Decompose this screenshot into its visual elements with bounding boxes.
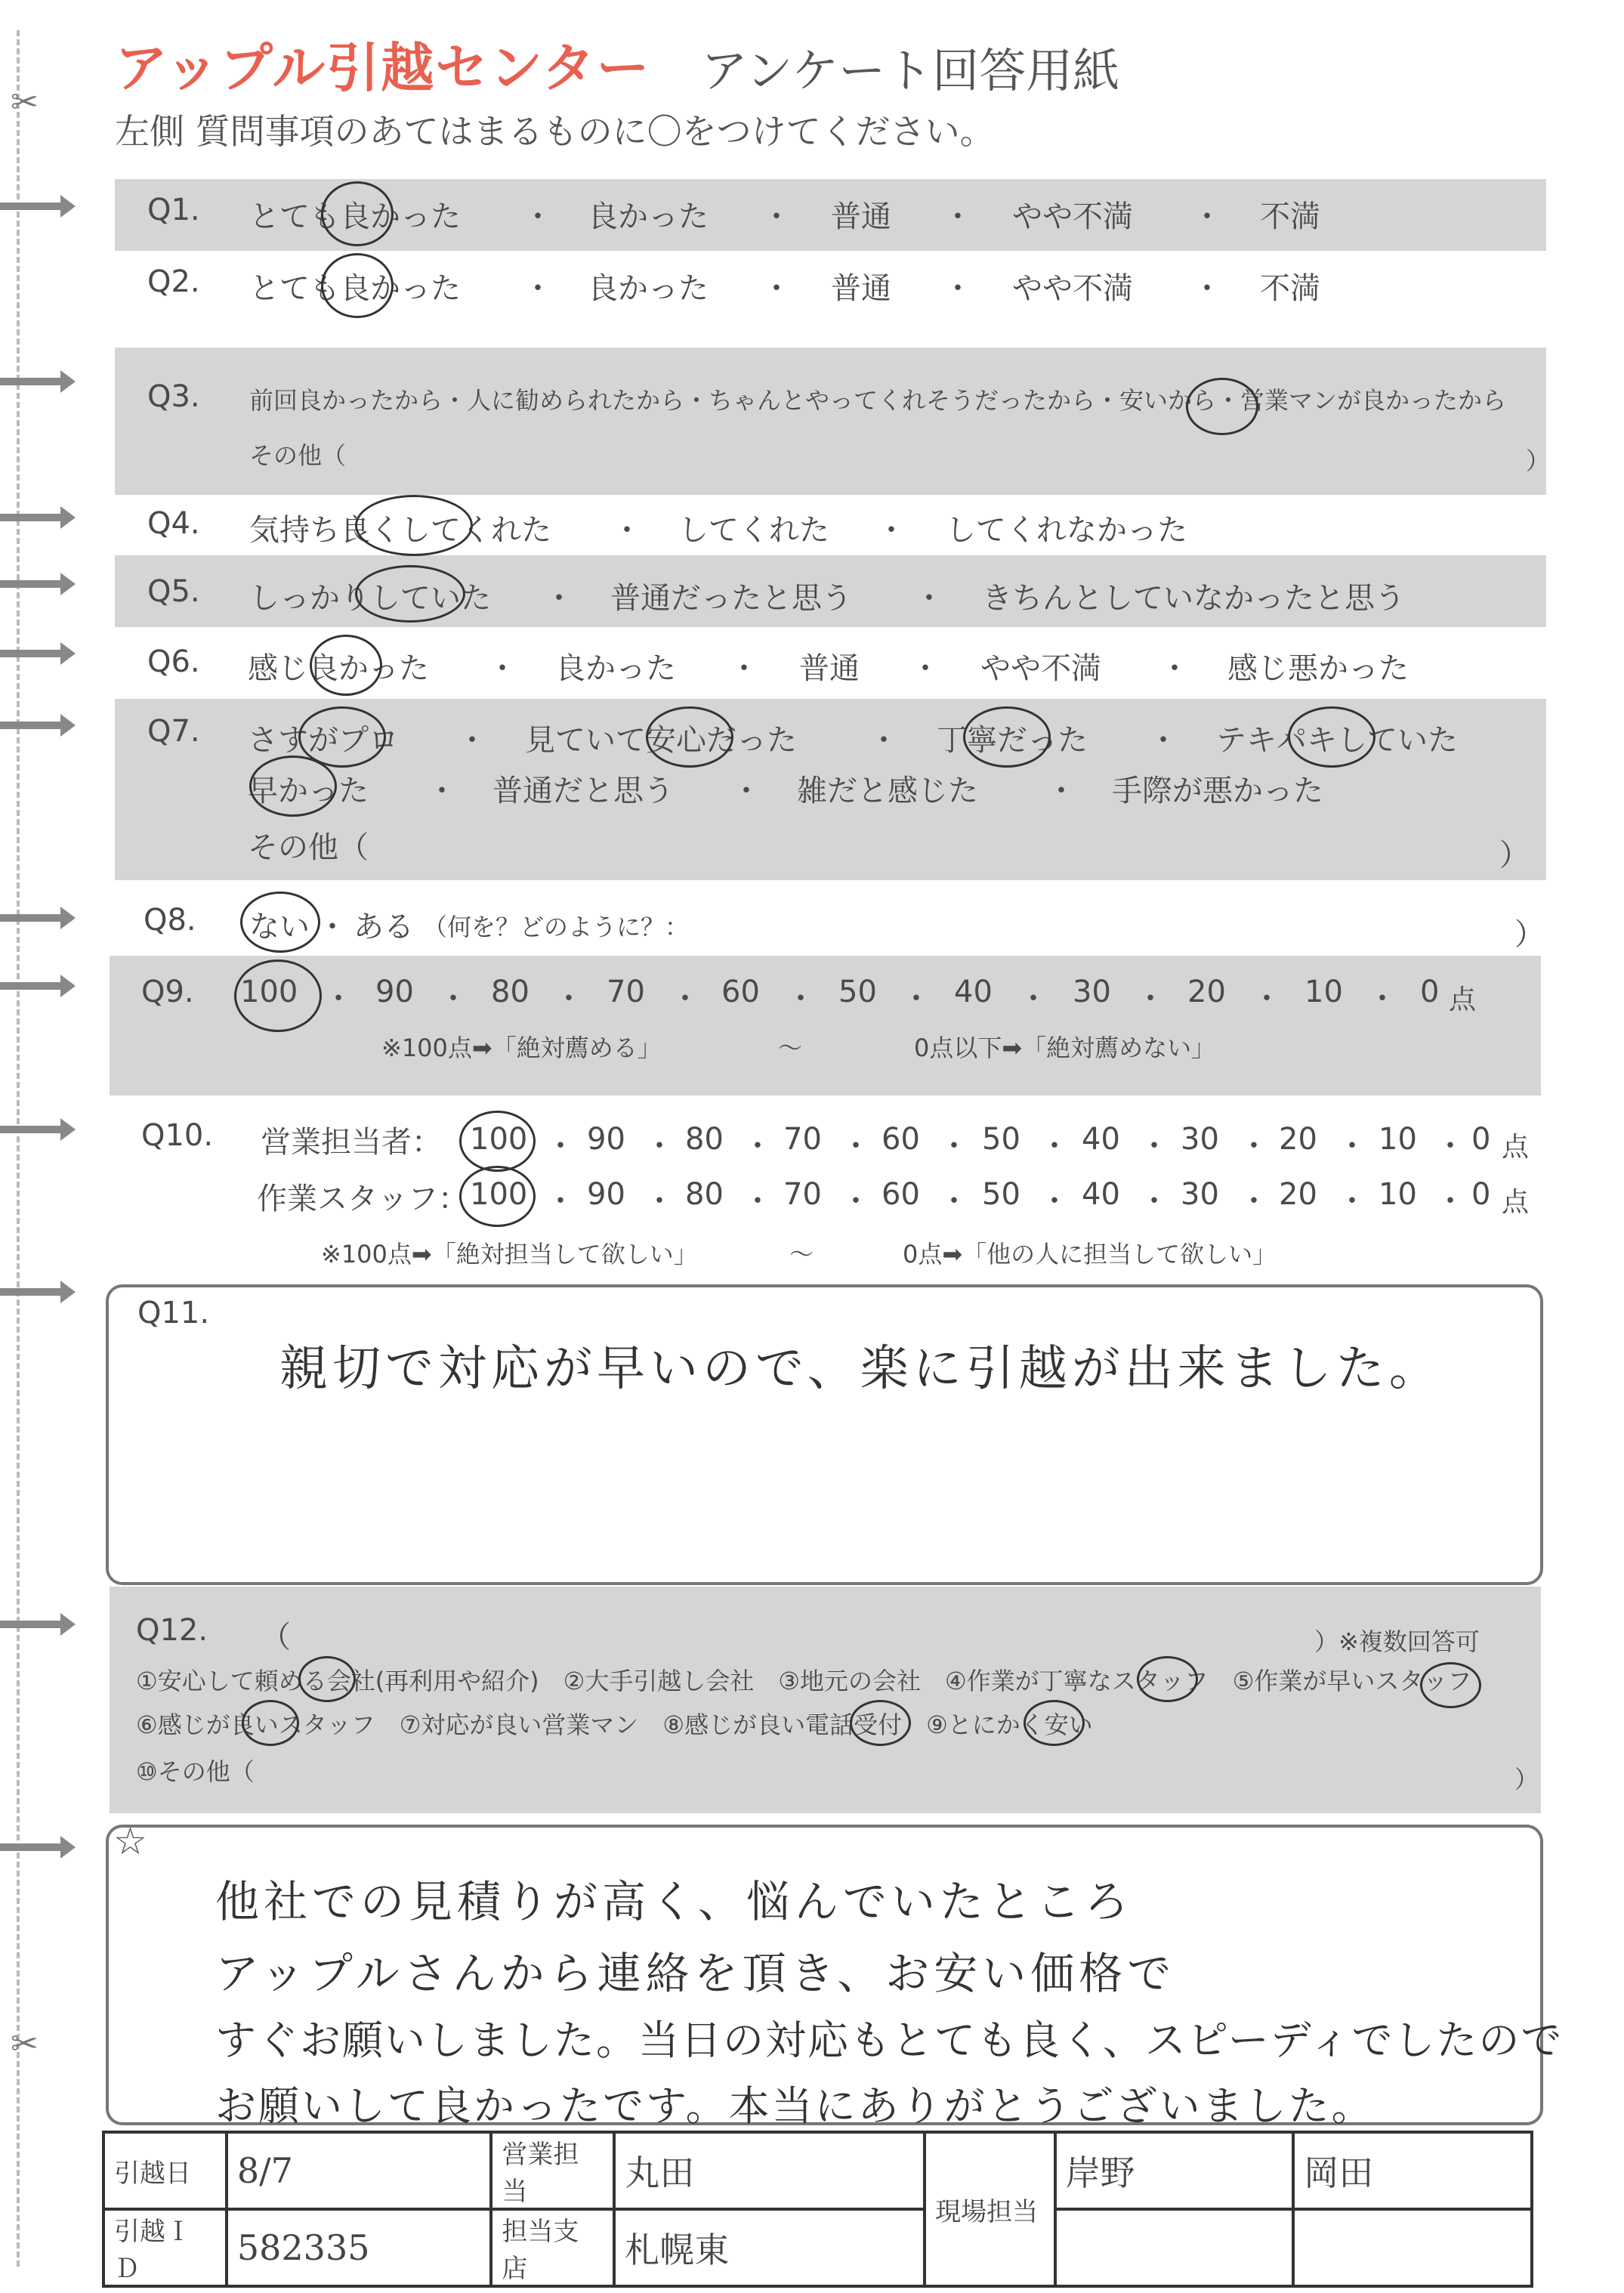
company-title: アップル引越センター — [115, 37, 651, 99]
q10-staff-score[interactable]: 70 — [783, 1177, 822, 1212]
separator: ・ — [731, 774, 761, 808]
q8-label: Q8. — [144, 903, 196, 938]
q7-option[interactable]: さすがプロ — [248, 723, 399, 758]
answer-circle — [234, 960, 322, 1032]
q7-option[interactable]: テキパキしていた — [1216, 723, 1458, 758]
q10-sales-score[interactable]: 60 — [881, 1122, 920, 1157]
q3-other[interactable]: その他（ — [249, 441, 347, 470]
separator: ・ — [901, 981, 931, 1016]
answer-circle — [646, 706, 733, 768]
q9-score[interactable]: 40 — [954, 975, 993, 1009]
q10-staff-score[interactable]: 0 — [1471, 1177, 1491, 1212]
q5-option[interactable]: きちんとしていなかったと思う — [982, 581, 1405, 616]
separator: ・ — [1337, 1129, 1367, 1163]
q8-option[interactable]: ない — [249, 910, 310, 944]
answer-circle — [321, 181, 394, 246]
q5-option[interactable]: 普通だったと思う — [610, 581, 852, 616]
q10-sales-score[interactable]: 80 — [685, 1122, 724, 1157]
answer-circle — [850, 1700, 911, 1746]
q10-sales-score[interactable]: 40 — [1082, 1122, 1120, 1157]
site-staff-1[interactable]: 岸野 — [1055, 2132, 1294, 2209]
q9-unit: 点 — [1449, 984, 1477, 1015]
separator: ・ — [1337, 1184, 1367, 1219]
separator: ・ — [1139, 1184, 1169, 1219]
separator: ・ — [841, 1129, 871, 1163]
q6-option[interactable]: 普通 — [799, 651, 860, 686]
sales-label: 営業担当 — [491, 2132, 614, 2209]
q10-staff-score[interactable]: 50 — [982, 1177, 1020, 1212]
q10-staff-score[interactable]: 20 — [1279, 1177, 1317, 1212]
sales-value[interactable]: 丸田 — [614, 2132, 925, 2209]
separator: ・ — [1139, 1129, 1169, 1163]
q7-other-close: ） — [1499, 838, 1530, 873]
q10-sales-score[interactable]: 0 — [1471, 1122, 1491, 1157]
q7-option[interactable]: 手際が悪かった — [1112, 774, 1323, 808]
answer-circle — [310, 635, 382, 696]
q9-score[interactable]: 30 — [1073, 975, 1111, 1009]
q12-line1[interactable]: ①安心して頼める会社(再利用や紹介) ②大手引越し会社 ③地元の会社 ④作業が丁寧なスタッフ ⑤作業が早いスタッフ — [136, 1667, 1472, 1695]
q10-note-left: ※100点➡「絶対担当して欲しい」 — [321, 1240, 698, 1269]
separator: ・ — [841, 1184, 871, 1219]
separator: ・ — [545, 1129, 576, 1163]
q8-detail[interactable]: （何を？どのように？： — [423, 913, 690, 941]
row-arrow-icon — [0, 370, 76, 393]
q3-label: Q3. — [147, 379, 200, 414]
q4-option[interactable]: 気持ち良くしてくれた — [249, 513, 551, 548]
q10-sales-score[interactable]: 100 — [470, 1122, 528, 1157]
q9-note-mid: 〜 — [778, 1034, 803, 1062]
q3-options[interactable]: 前回良かったから・人に勧められたから・ちゃんとやってくれそうだったから・安いから・営業マンが良かったから — [249, 386, 1507, 415]
separator: ・ — [1159, 651, 1190, 686]
q1-option[interactable]: とても良かった — [249, 199, 461, 234]
q8-detail-close: ） — [1514, 917, 1545, 952]
q4-label: Q4. — [147, 506, 200, 541]
answer-circle — [1288, 706, 1375, 768]
separator: ・ — [743, 1129, 773, 1163]
row-arrow-icon — [0, 195, 76, 218]
separator: ・ — [743, 1184, 773, 1219]
separator: ・ — [1192, 271, 1222, 306]
q10-staff-label: 作業スタッフ： — [257, 1182, 468, 1216]
separator: ・ — [761, 199, 792, 234]
q9-score[interactable]: 50 — [838, 975, 877, 1009]
q9-score[interactable]: 90 — [375, 975, 414, 1009]
q10-staff-score[interactable]: 40 — [1082, 1177, 1120, 1212]
separator: ・ — [939, 1184, 969, 1219]
q10-staff-score[interactable]: 10 — [1379, 1177, 1417, 1212]
answer-circle — [355, 495, 473, 556]
separator: ・ — [914, 581, 944, 616]
answer-circle — [249, 756, 337, 817]
q2-option[interactable]: 良かった — [588, 271, 709, 306]
q10-sales-score[interactable]: 70 — [783, 1122, 822, 1157]
q6-option[interactable]: 感じ悪かった — [1227, 651, 1409, 686]
q2-option[interactable]: やや不満 — [1012, 271, 1133, 306]
separator: ・ — [323, 981, 354, 1016]
office-use-table — [102, 2131, 1533, 2288]
q1-option[interactable]: 普通 — [831, 199, 891, 234]
move-id-value[interactable]: 582335 — [227, 2209, 492, 2286]
answer-circle — [1023, 1700, 1085, 1746]
q7-label: Q7. — [147, 714, 200, 749]
scissors-icon: ✂ — [11, 83, 39, 122]
separator: ・ — [612, 513, 642, 548]
separator: ・ — [644, 1184, 675, 1219]
separator: ・ — [1435, 1184, 1465, 1219]
branch-value[interactable]: 札幌東 — [614, 2209, 925, 2286]
row-arrow-icon — [0, 714, 76, 737]
answer-circle — [242, 1700, 299, 1746]
q9-label: Q9. — [141, 975, 194, 1009]
separator: ・ — [943, 199, 973, 234]
q9-score[interactable]: 80 — [491, 975, 529, 1009]
q7-option[interactable]: 見ていて安心だった — [525, 723, 797, 758]
q10-sales-score[interactable]: 20 — [1279, 1122, 1317, 1157]
q4-option[interactable]: してくれなかった — [946, 513, 1187, 548]
q1-label: Q1. — [147, 193, 200, 227]
form-subtitle: アンケート回答用紙 — [701, 43, 1120, 98]
q10-staff-score[interactable]: 30 — [1181, 1177, 1219, 1212]
q2-option[interactable]: 不満 — [1260, 271, 1320, 306]
answer-circle — [1137, 1656, 1198, 1702]
separator: ・ — [1039, 1129, 1070, 1163]
answer-circle — [240, 892, 320, 953]
q5-option[interactable]: しっかりしていた — [249, 581, 491, 616]
q10-sales-score[interactable]: 30 — [1181, 1122, 1219, 1157]
q6-option[interactable]: 感じ良かった — [248, 651, 429, 686]
q9-score[interactable]: 0 — [1420, 975, 1440, 1009]
answer-circle — [1186, 378, 1258, 435]
separator: ・ — [544, 581, 574, 616]
separator: ・ — [1435, 1129, 1465, 1163]
q10-unit: 点 — [1502, 1132, 1530, 1163]
q2-label: Q2. — [147, 264, 200, 299]
row-arrow-icon — [0, 975, 76, 997]
row-arrow-icon — [0, 907, 76, 929]
form-instruction: 左側 質問事項のあてはまるものに〇をつけてください。 — [115, 111, 995, 152]
q6-label: Q6. — [147, 644, 200, 679]
q5-label: Q5. — [147, 574, 200, 609]
cut-line — [17, 30, 20, 2267]
separator: ・ — [1046, 774, 1076, 808]
q2-option[interactable]: 普通 — [831, 271, 891, 306]
q7-option[interactable]: 雑だと感じた — [797, 774, 978, 808]
site-staff-3[interactable] — [1055, 2209, 1294, 2286]
q9-note-left: ※100点➡「絶対薦める」 — [381, 1034, 662, 1062]
q9-score[interactable]: 70 — [607, 975, 645, 1009]
separator: ・ — [1192, 199, 1222, 234]
q1-option[interactable]: やや不満 — [1012, 199, 1133, 234]
answer-circle — [321, 253, 394, 318]
separator: ・ — [869, 723, 899, 758]
q11-answer-handwriting: 親切で対応が早いので、楽に引越が出来ました。 — [279, 1341, 1442, 1397]
separator: ・ — [876, 513, 906, 548]
answer-circle — [298, 1656, 356, 1702]
row-arrow-icon — [0, 1118, 76, 1141]
separator: ・ — [729, 651, 759, 686]
q7-option[interactable]: 早かった — [248, 774, 369, 808]
separator: ・ — [554, 981, 584, 1016]
q10-unit: 点 — [1502, 1187, 1530, 1218]
band-q3 — [115, 348, 1546, 495]
q12-open: （ — [261, 1620, 291, 1655]
q4-option[interactable]: してくれた — [678, 513, 829, 548]
q6-option[interactable]: やや不満 — [980, 651, 1101, 686]
q10-label: Q10. — [141, 1118, 214, 1153]
move-date-value[interactable]: 8/7 — [227, 2132, 492, 2209]
answer-circle — [355, 565, 465, 623]
q10-staff-score[interactable]: 80 — [685, 1177, 724, 1212]
move-date-label: 引越日 — [103, 2132, 227, 2209]
row-arrow-icon — [0, 1281, 76, 1303]
separator: ・ — [1252, 981, 1282, 1016]
q10-staff-score[interactable]: 90 — [587, 1177, 625, 1212]
separator: ・ — [1239, 1129, 1269, 1163]
separator: ・ — [761, 271, 792, 306]
separator: ・ — [1018, 981, 1048, 1016]
separator: ・ — [523, 271, 553, 306]
scissors-icon: ✂ — [11, 2025, 39, 2063]
comment-line: お願いして良かったです。本当にありがとうございました。 — [215, 2082, 1375, 2130]
separator: ・ — [670, 981, 700, 1016]
q10-sales-score[interactable]: 50 — [982, 1122, 1020, 1157]
q1-option[interactable]: 不満 — [1260, 199, 1320, 234]
q10-sales-label: 営業担当者： — [261, 1125, 442, 1160]
q10-note-right: 0点➡「他の人に担当して欲しい」 — [903, 1240, 1277, 1269]
q7-other[interactable]: その他（ — [248, 830, 369, 865]
q9-note-right: 0点以下➡「絶対薦めない」 — [914, 1034, 1216, 1062]
comment-line: アップルさんから連絡を頂き、お安い価格で — [215, 1948, 1176, 1999]
q9-score[interactable]: 20 — [1187, 975, 1226, 1009]
q7-option[interactable]: 普通だと思う — [492, 774, 674, 808]
comment-line: 他社での見積りが高く、悩んでいたところ — [215, 1876, 1133, 1927]
answer-circle — [963, 706, 1051, 768]
q10-sales-score[interactable]: 90 — [587, 1122, 625, 1157]
comment-line: すぐお願いしました。当日の対応もとても良く、スピーディでしたので — [215, 2016, 1564, 2064]
answer-circle — [459, 1166, 536, 1227]
separator: ・ — [943, 271, 973, 306]
q10-note-mid: 〜 — [789, 1240, 814, 1269]
q8-option[interactable]: ある — [354, 910, 414, 944]
answer-circle — [459, 1111, 536, 1172]
q12-line3[interactable]: ⑩その他（ — [136, 1757, 255, 1786]
separator: ・ — [317, 910, 347, 944]
separator: ・ — [1367, 981, 1397, 1016]
site-staff-2[interactable]: 岡田 — [1293, 2132, 1532, 2209]
q10-staff-score[interactable]: 100 — [470, 1177, 528, 1212]
q1-option[interactable]: 良かった — [588, 199, 709, 234]
row-arrow-icon — [0, 506, 76, 529]
q9-score[interactable]: 60 — [721, 975, 760, 1009]
row-arrow-icon — [0, 642, 76, 665]
q12-multi-note: ）※複数回答可 — [1314, 1627, 1480, 1656]
q9-score[interactable]: 10 — [1304, 975, 1343, 1009]
q10-sales-score[interactable]: 10 — [1379, 1122, 1417, 1157]
branch-label: 担当支店 — [491, 2209, 614, 2286]
separator: ・ — [545, 1184, 576, 1219]
separator: ・ — [523, 199, 553, 234]
q10-staff-score[interactable]: 60 — [881, 1177, 920, 1212]
separator: ・ — [910, 651, 940, 686]
site-label: 現場担当 — [925, 2132, 1054, 2286]
separator: ・ — [487, 651, 517, 686]
move-id-label: 引越ＩＤ — [103, 2209, 227, 2286]
separator: ・ — [1148, 723, 1178, 758]
q12-label: Q12. — [136, 1613, 208, 1648]
row-arrow-icon — [0, 573, 76, 595]
separator: ・ — [427, 774, 457, 808]
q12-line2[interactable]: ⑥感じが良いスタッフ ⑦対応が良い営業マン ⑧感じが良い電話受付 ⑨とにかく安い — [136, 1710, 1093, 1739]
site-staff-4[interactable] — [1293, 2209, 1532, 2286]
row-arrow-icon — [0, 1613, 76, 1636]
row-arrow-icon — [0, 1836, 76, 1859]
separator: ・ — [644, 1129, 675, 1163]
separator: ・ — [438, 981, 468, 1016]
q2-option[interactable]: とても良かった — [249, 271, 461, 306]
separator: ・ — [786, 981, 816, 1016]
separator: ・ — [939, 1129, 969, 1163]
separator: ・ — [1135, 981, 1166, 1016]
q12-close: ） — [1514, 1765, 1539, 1794]
separator: ・ — [457, 723, 487, 758]
q9-score[interactable]: 100 — [240, 975, 298, 1009]
separator: ・ — [1039, 1184, 1070, 1219]
q3-other-close: ） — [1526, 447, 1551, 475]
star-icon: ☆ — [113, 1819, 147, 1863]
q6-option[interactable]: 良かった — [555, 651, 676, 686]
separator: ・ — [1239, 1184, 1269, 1219]
answer-circle — [1420, 1662, 1481, 1708]
q11-label: Q11. — [137, 1296, 210, 1330]
q7-option[interactable]: 丁寧だった — [937, 723, 1088, 758]
